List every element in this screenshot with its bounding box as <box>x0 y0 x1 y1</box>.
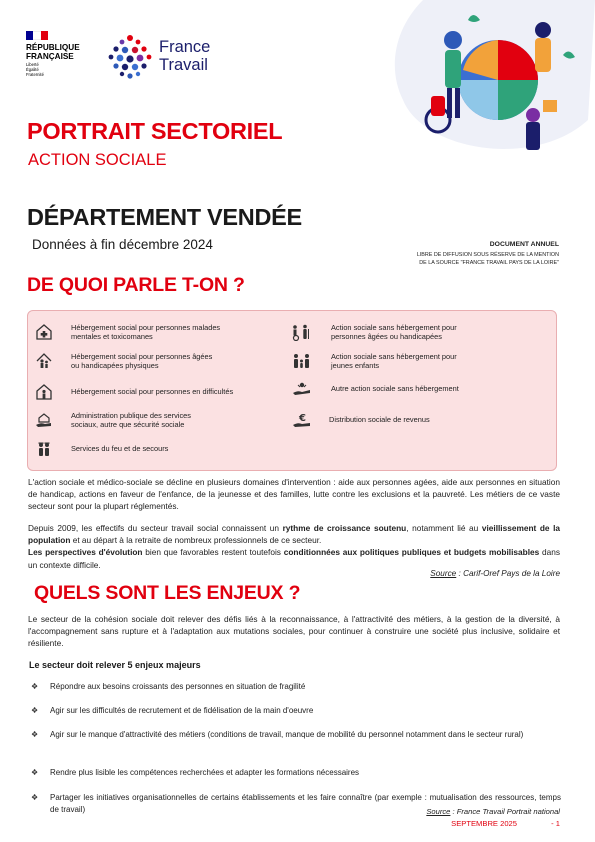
department-title: DÉPARTEMENT VENDÉE <box>27 204 302 230</box>
activity-item <box>291 409 430 431</box>
activity-label: Services du feu et de secours <box>71 444 169 454</box>
section-title-de-quoi: DE QUOI PARLE T-ON ? <box>27 274 245 296</box>
text-bold: conditionnées aux politiques publiques et budgets mobilisables <box>283 547 540 558</box>
hand-house-icon <box>33 409 55 431</box>
intro-paragraph: L'action sociale et médico-sociale se décline en plusieurs domaines d'intervention : aide aux personnes agées, aide aux personnes en situation de handicap, actions en faveur de l'enfance, de la jeunesse et des familles, lutte contre les exclusions et la pauvreté. Les métiers de ce vaste secteur sont pour la plupart réglementés. <box>28 477 560 512</box>
firefighters-icon <box>33 438 55 460</box>
diamond-bullet-icon: ❖ <box>31 682 39 691</box>
enjeux-heading: Le secteur doit relever 5 enjeux majeurs <box>29 660 201 670</box>
activity-label: Hébergement social pour personnes en difficultés <box>71 387 234 397</box>
page-title: PORTRAIT SECTORIEL <box>27 118 283 144</box>
euro-hand-icon <box>291 409 313 431</box>
text-bold: Les perspectives d'évolution <box>28 547 143 558</box>
document-type: DOCUMENT ANNUEL <box>489 241 559 248</box>
svg-text:€: € <box>299 413 306 424</box>
section-title-enjeux: QUELS SONT LES ENJEUX ? <box>34 582 301 604</box>
text-span: , notamment lié au <box>406 523 482 533</box>
text-span: dans un contexte difficile. <box>28 547 561 570</box>
source-label: Source <box>426 807 451 816</box>
activity-label: Hébergement social pour personnes âgées ou handicapées physiques <box>71 351 213 370</box>
rf-motto: Liberté Égalité Fraternité <box>26 62 44 77</box>
activity-item <box>33 321 220 343</box>
france-travail-name: France Travail <box>159 38 211 74</box>
text-span: bien que favorables restent toutefois <box>142 547 284 558</box>
activity-item <box>33 409 191 431</box>
enjeu-text: Partager les initiatives organisationnelles de certains établissements et les faire connaître (par exemple : mutualisation des ressources, temps de travail) <box>50 793 561 814</box>
footer-source <box>426 807 560 816</box>
wheelchair-people-icon <box>291 321 313 343</box>
shelter-icon <box>33 381 55 403</box>
enjeu-text: Agir sur le manque d'attractivité des métiers (conditions de travail, manque de mobilité du personnel notamment dans le secteur rural) <box>50 730 524 739</box>
enjeu-item <box>31 767 561 779</box>
activity-label: Action sociale sans hébergement pour personnes âgées ou handicapées <box>331 322 457 341</box>
source-note <box>430 569 560 578</box>
activity-item <box>33 350 212 372</box>
medical-cross-icon <box>33 321 55 343</box>
republique-francaise-logo <box>26 31 92 77</box>
activity-label: Autre action sociale sans hébergement <box>331 384 459 394</box>
enjeu-text: Répondre aux besoins croissants des personnes en situation de fragilité <box>50 682 306 691</box>
puzzle-people-illustration <box>383 0 595 162</box>
france-travail-logo <box>103 32 233 82</box>
page-subtitle: ACTION SOCIALE <box>28 151 167 169</box>
activity-item <box>33 381 233 403</box>
rf-title: RÉPUBLIQUE FRANÇAISE <box>26 43 80 61</box>
data-date: Données à fin décembre 2024 <box>32 237 213 252</box>
family-icon <box>291 350 313 372</box>
text-bold: vieillissement de la population <box>28 523 561 546</box>
enjeu-item <box>31 729 561 741</box>
diamond-bullet-icon: ❖ <box>31 793 39 802</box>
source-text: : France Travail Portrait national <box>450 807 560 816</box>
diamond-bullet-icon: ❖ <box>31 768 39 777</box>
enjeu-item <box>31 681 561 693</box>
enjeu-text: Rendre plus lisible les compétences recherchées et adapter les formations nécessaires <box>50 768 360 777</box>
footer-date: SEPTEMBRE 2025 <box>451 819 517 828</box>
activity-label: Administration publique des services sociaux, autre que sécurité sociale <box>71 410 191 429</box>
page-number: - 1 <box>551 819 560 828</box>
activity-item <box>291 378 459 400</box>
diamond-bullet-icon: ❖ <box>31 730 39 739</box>
growth-paragraph <box>28 522 560 571</box>
source-label: Source <box>430 569 457 578</box>
source-text: : Carif-Oref Pays de la Loire <box>456 569 560 578</box>
diffusion-notice: LIBRE DE DIFFUSION SOUS RÉSERVE DE LA MENTION DE LA SOURCE "FRANCE TRAVAIL PAYS DE LA LOIRE" <box>416 252 559 266</box>
france-travail-dots-icon <box>103 32 157 82</box>
text-span: et au départ à la retraite de nombreux professionnels de ce secteur. <box>70 535 322 546</box>
text-span: Depuis 2009, les effectifs du secteur travail social connaissent un <box>28 523 283 533</box>
activity-label: Hébergement social pour personnes malades mentales et toxicomanes <box>71 322 221 341</box>
activities-box <box>27 310 557 471</box>
text-bold: rythme de croissance soutenu <box>282 523 407 533</box>
helping-hand-icon <box>291 378 313 400</box>
diamond-bullet-icon: ❖ <box>31 706 39 715</box>
activity-item <box>291 350 457 372</box>
enjeu-item <box>31 705 561 717</box>
enjeu-text: Agir sur les difficultés de recrutement et de fidélisation de la main d'oeuvre <box>50 706 314 715</box>
activity-item <box>291 321 457 343</box>
activity-item <box>33 438 168 460</box>
enjeux-paragraph: Le secteur de la cohésion sociale doit relever des défis liés à la reconnaissance, à l'attractivité des métiers, à la gestion de la diversité, à l'accompagnement sans rupture et à l'adaptation aux mutations sociales, pour continuer à construire une société plus inclusive, solidaire et résiliente. <box>28 614 560 649</box>
flag-icon <box>26 31 48 40</box>
activity-label: Distribution sociale de revenus <box>329 415 430 425</box>
activity-label: Action sociale sans hébergement pour jeunes enfants <box>331 351 457 370</box>
house-people-icon <box>33 350 55 372</box>
